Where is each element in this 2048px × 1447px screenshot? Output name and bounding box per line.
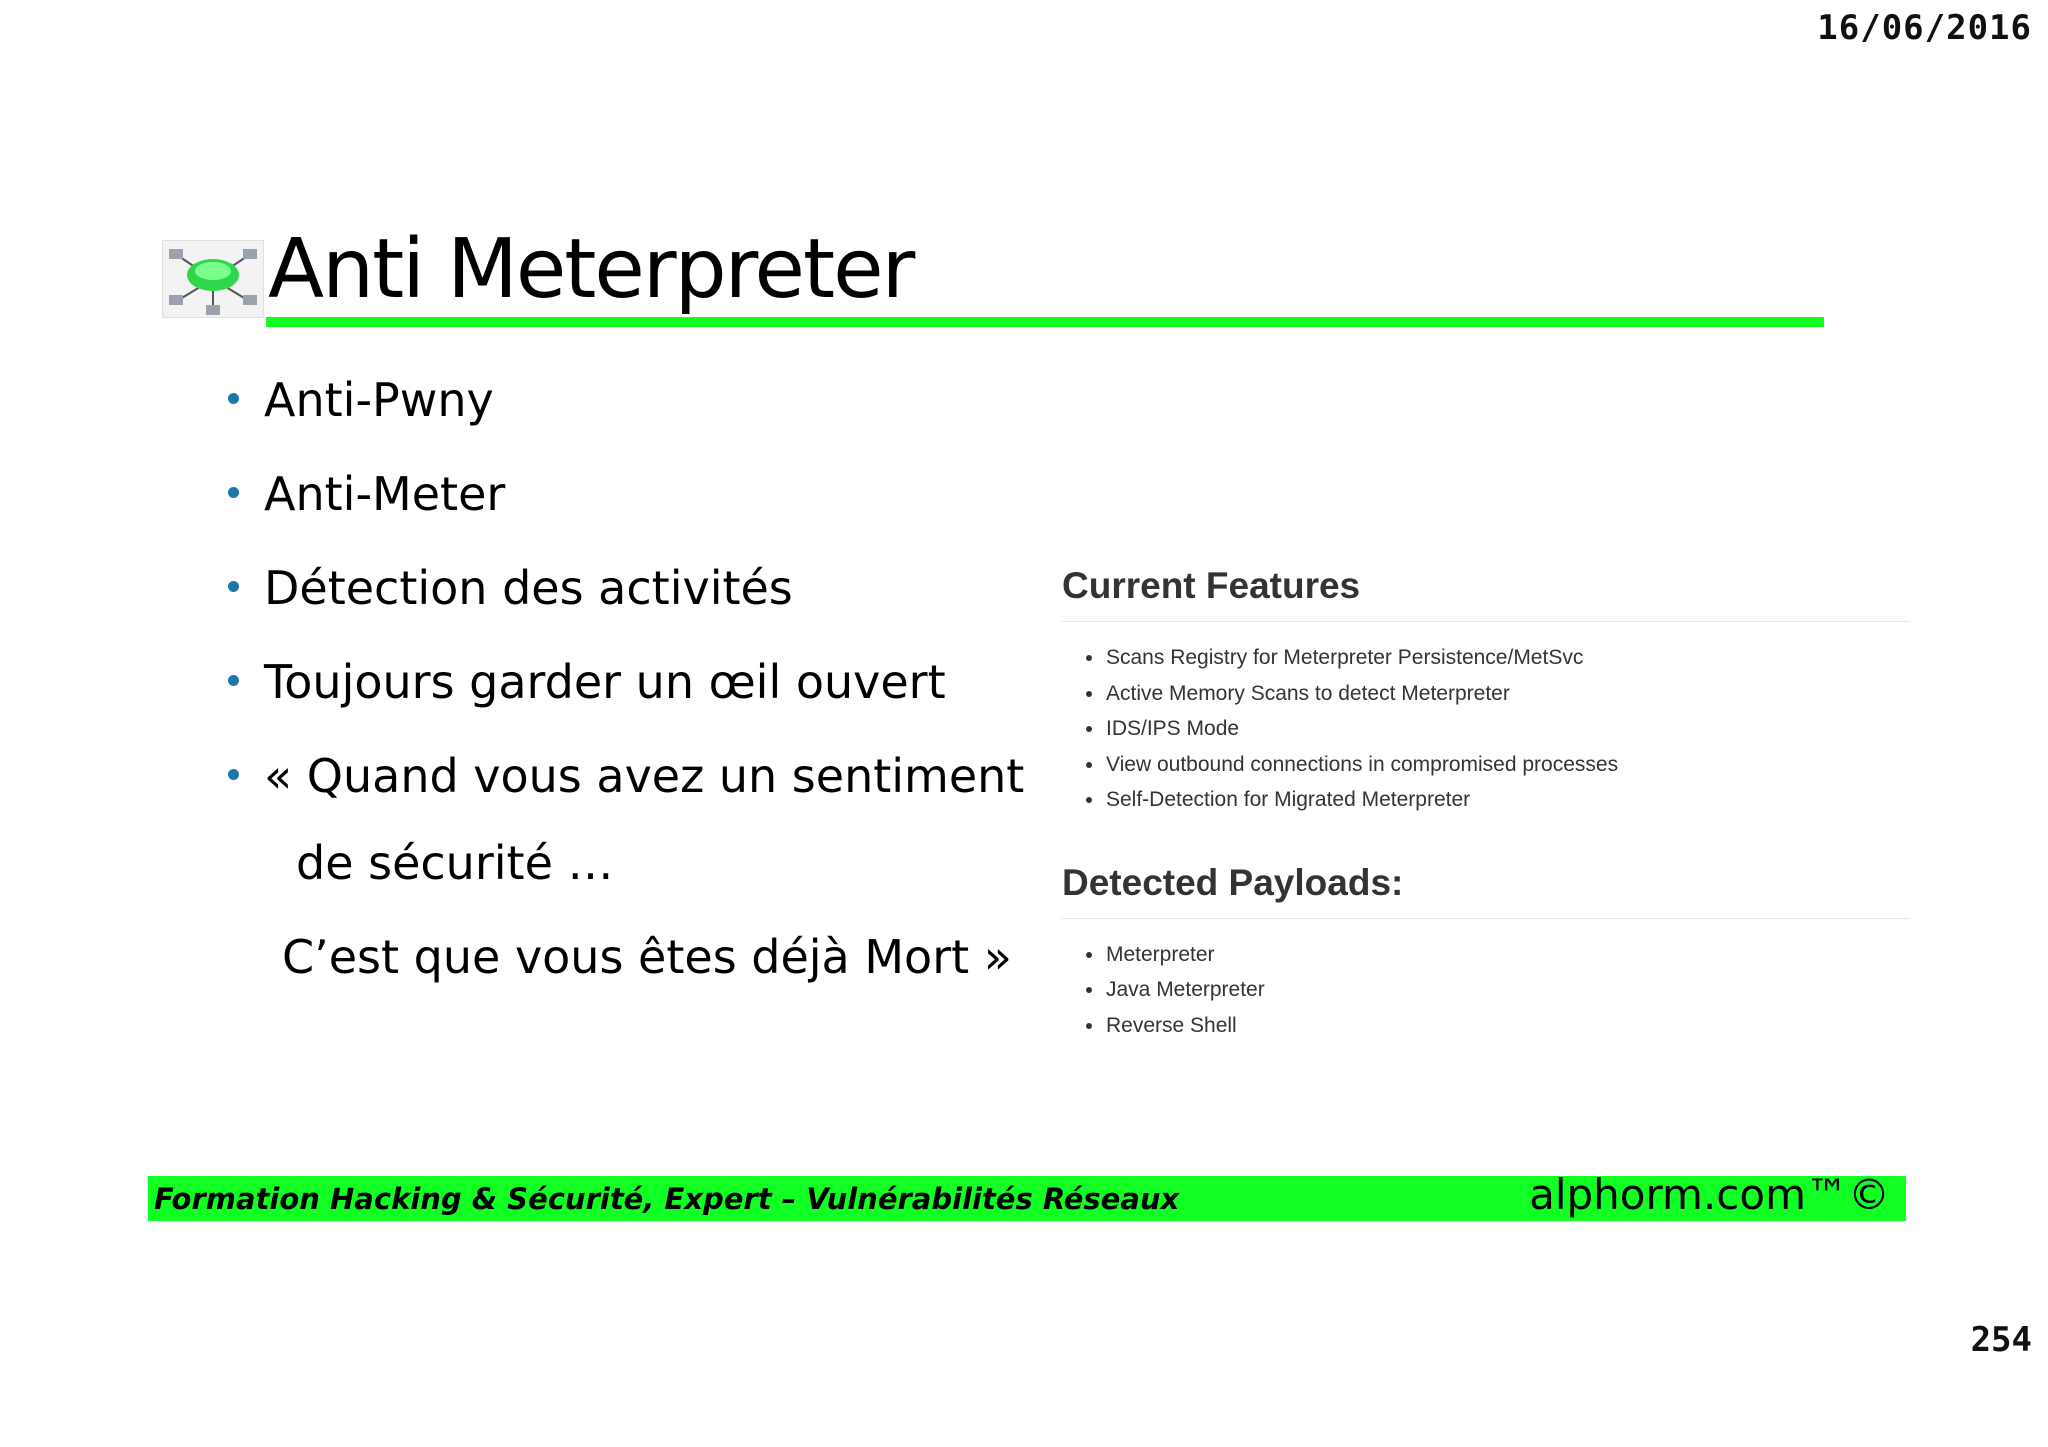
slide-title: Anti Meterpreter (268, 222, 914, 317)
bullet-item: « Quand vous avez un sentiment (228, 741, 1024, 835)
bullet-dot-icon (228, 675, 239, 686)
bullet-dot-icon (228, 769, 239, 780)
feature-item: Self-Detection for Migrated Meterpreter (1062, 782, 1910, 818)
bullet-dot-icon (228, 581, 239, 592)
payloads-heading: Detected Payloads: (1062, 862, 1910, 919)
payloads-list (1062, 937, 1910, 1044)
title-underline (266, 317, 1824, 327)
features-list (1062, 640, 1910, 818)
bullet-list (228, 365, 1024, 835)
payload-item: Meterpreter (1062, 937, 1910, 973)
footer-brand: alphorm.com™© (1529, 1170, 1890, 1219)
bullet-item: Anti-Meter (228, 459, 1024, 553)
features-screenshot (1062, 565, 1910, 1043)
feature-item: IDS/IPS Mode (1062, 711, 1910, 747)
bullet-dot-icon (228, 487, 239, 498)
payload-item: Java Meterpreter (1062, 972, 1910, 1008)
payload-item: Reverse Shell (1062, 1008, 1910, 1044)
bullet-dot-icon (228, 393, 239, 404)
feature-item: Scans Registry for Meterpreter Persistence/MetSvc (1062, 640, 1910, 676)
footer-bar (148, 1170, 1906, 1221)
quote-line-2: de sécurité … (296, 836, 614, 890)
bullet-item: Détection des activités (228, 553, 1024, 647)
bullet-item: Toujours garder un œil ouvert (228, 647, 1024, 741)
page-number: 254 (1970, 1320, 2032, 1360)
bullet-item: Anti-Pwny (228, 365, 1024, 459)
footer-course-title: Formation Hacking & Sécurité, Expert – Vulnérabilités Réseaux (154, 1182, 1180, 1216)
quote-line-3: C’est que vous êtes déjà Mort » (282, 930, 1012, 984)
network-globe-icon (162, 240, 264, 318)
features-heading: Current Features (1062, 565, 1910, 622)
slide-date: 16/06/2016 (1817, 8, 2032, 48)
feature-item: Active Memory Scans to detect Meterpreter (1062, 676, 1910, 712)
feature-item: View outbound connections in compromised processes (1062, 747, 1910, 783)
